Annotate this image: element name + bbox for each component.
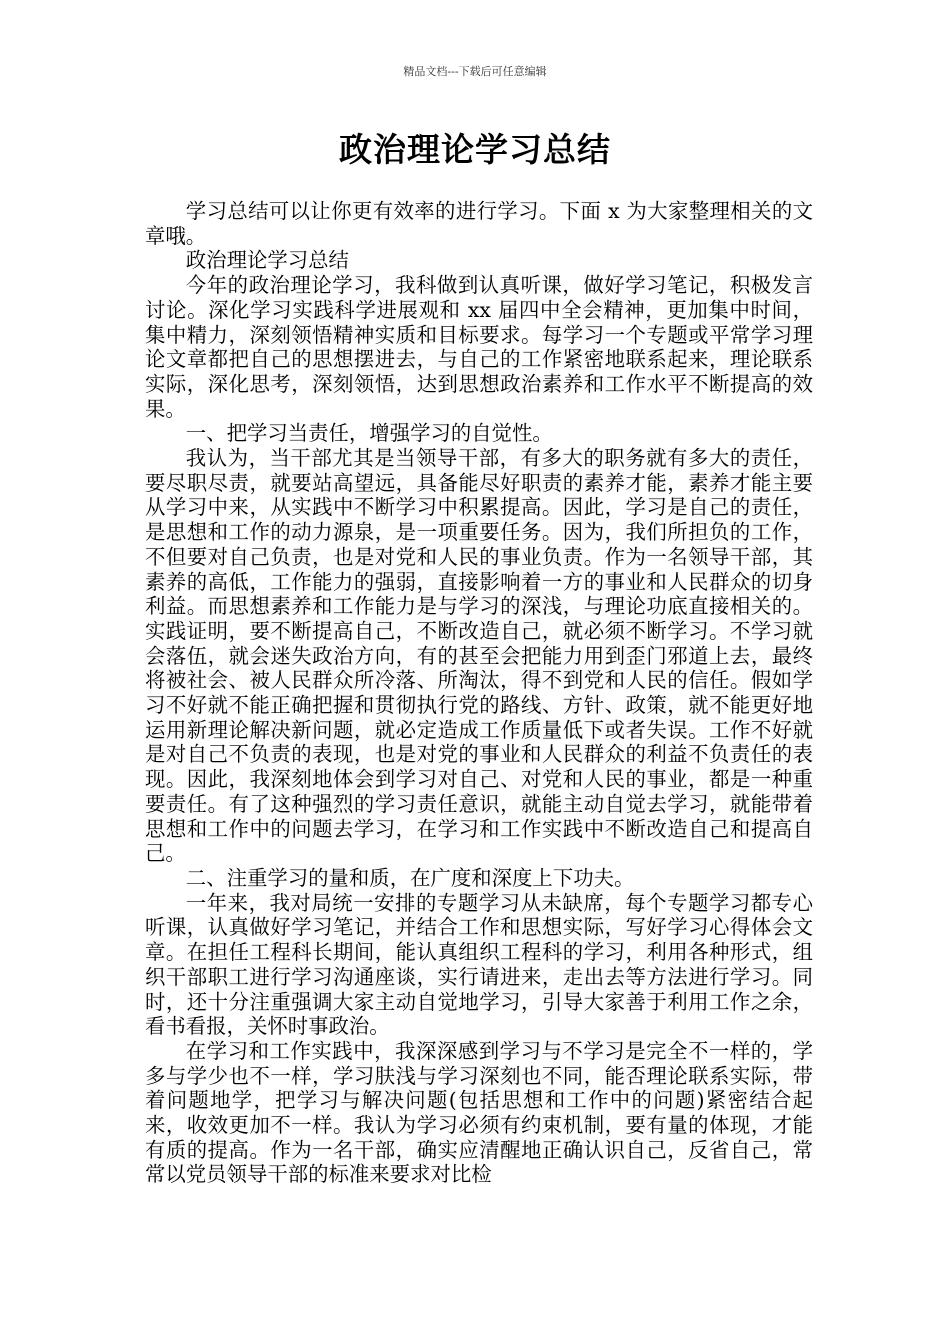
header-note: 精品文档---下载后可任意编辑 [403,65,547,78]
paragraph-overview: 今年的政治理论学习，我科做到认真听课，做好学习笔记，积极发言讨论。深化学习实践科学进展观和 xx 届四中全会精神，更加集中时间，集中精力，深刻领悟精神实质和目标要求。每学习一个专题或平常学习理论文章都把自己的思想摆进去，与自己的工作紧密地联系起来，理论联系实际，深化思考，深刻领悟，达到思想政治素养和工作水平不断提高的效果。 [145,273,813,421]
paragraph-section-2a: 一年来，我对局统一安排的专题学习从未缺席，每个专题学习都专心听课，认真做好学习笔记，并结合工作和思想实际，写好学习心得体会文章。在担任工程科长期间，能认真组织工程科的学习，利用各种形式，组织干部职工进行学习沟通座谈，实行请进来，走出去等方法进行学习。同时，还十分注重强调大家主动自觉地学习，引导大家善于利用工作之余，看书看报，关怀时事政治。 [145,890,813,1039]
paragraph-intro: 学习总结可以让你更有效率的进行学习。下面 x 为大家整理相关的文章哦。 [145,199,813,248]
paragraph-section-1: 我认为，当干部尤其是当领导干部，有多大的职务就有多大的责任，要尽职尽责，就要站高望远，具备能尽好职责的素养才能，素养才能主要从学习中来，从实践中不断学习中积累提高。因此，学习是自己的责任，是思想和工作的动力源泉，是一项重要任务。因为，我们所担负的工作，不但要对自己负责，也是对党和人民的事业负责。作为一名领导干部，其素养的高低，工作能力的强弱，直接影响着一方的事业和人民群众的切身利益。而思想素养和工作能力是与学习的深浅，与理论功底直接相关的。实践证明，要不断提高自己，不断改造自己，就必须不断学习。不学习就会落伍，就会迷失政治方向，有的甚至会把能力用到歪门邪道上去，最终将被社会、被人民群众所冷落、所淘汰，得不到党和人民的信任。假如学习不好就不能正确把握和贯彻执行党的路线、方针、政策，就不能更好地运用新理论解决新问题，就必定造成工作质量低下或者失误。工作不好就是对自己不负责的表现，也是对党的事业和人民群众的利益不负责任的表现。因此，我深刻地体会到学习对自己、对党和人民的事业，都是一种重要责任。有了这种强烈的学习责任意识，就能主动自觉去学习，就能带着思想和工作中的问题去学习，在学习和工作实践中不断改造自己和提高自己。 [145,446,813,866]
section-heading-2: 二、注重学习的量和质，在广度和深度上下功夫。 [185,865,635,890]
document-title: 政治理论学习总结 [339,130,611,169]
section-heading-1: 一、把学习当责任，增强学习的自觉性。 [185,421,553,446]
document-body [145,199,813,1187]
paragraph-section-2b: 在学习和工作实践中，我深深感到学习与不学习是完全不一样的，学多与学少也不一样，学习肤浅与学习深刻也不同，能否理论联系实际，带着问题地学，把学习与解决问题(包括思想和工作中的问题)紧密结合起来，收效更加不一样。我认为学习必须有约束机制，要有量的体现，才能有质的提高。作为一名干部，确实应清醒地正确认识自己，反省自己，常常以党员领导干部的标准来要求对比检 [145,1038,813,1187]
paragraph-subtitle: 政治理论学习总结 [185,248,349,273]
